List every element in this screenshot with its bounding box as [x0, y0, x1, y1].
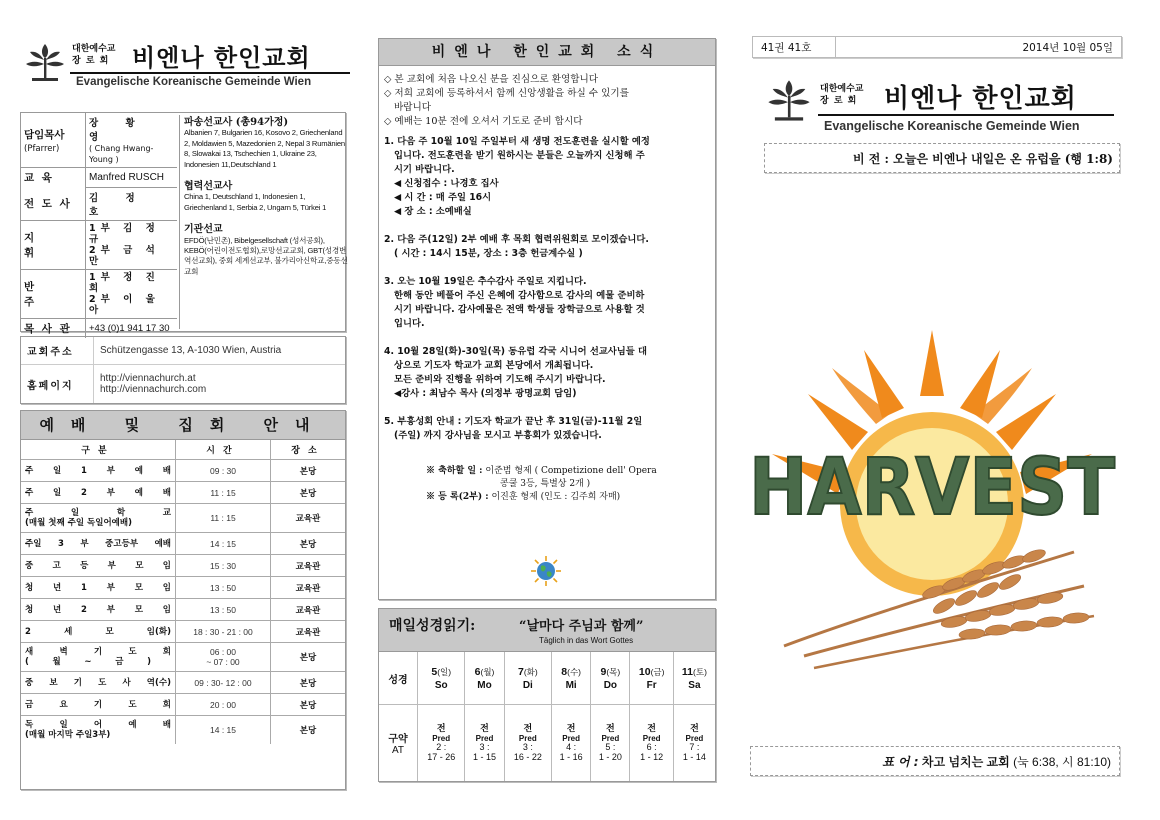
register-text: 이진훈 형제 (인도 : 김주희 자매) [491, 492, 621, 502]
schedule-place: 교육관 [271, 555, 346, 577]
reading-book: 전 [690, 723, 699, 733]
harvest-illustration [744, 316, 1120, 722]
issue-separator [835, 37, 836, 57]
denomination-top: 대한예수교 [72, 44, 116, 54]
bible-row-label-sub: AT [391, 745, 405, 756]
day-german: Mo [477, 679, 492, 691]
table-row [21, 482, 345, 504]
table-row [21, 504, 345, 533]
schedule-name: 주 일 1 부 예 배 [21, 460, 176, 482]
schedule-time: 14 : 15 [176, 716, 271, 745]
website-label: 홈페이지 [21, 365, 94, 403]
address-box [20, 336, 346, 404]
schedule-table [21, 440, 345, 744]
schedule-name-sub: (매월 마지막 주일3부) [25, 730, 111, 740]
staff-value-2: 2부 이 울 아 [89, 293, 160, 316]
staff-row-pastor [21, 113, 177, 168]
news-line: 4. 10월 28일(화)-30일(목) 동유럽 각국 시니어 선교사님들 대 [384, 346, 647, 357]
reading-chapter: 3 : [522, 742, 533, 752]
address-value: Schützengasse 13, A-1030 Wien, Austria [94, 337, 346, 365]
schedule-name: 주 일 학 교 [25, 508, 171, 518]
bible-row-label: 구약 [388, 734, 408, 745]
bible-readings-row [379, 705, 715, 782]
day-korean: (화) [523, 666, 538, 677]
motto-reference: (눅 6:38, 시 81:10) [1013, 755, 1111, 769]
church-name-german: Evangelische Koreanische Gemeinde Wien [824, 119, 1080, 133]
news-line: 입니다. [394, 318, 425, 329]
schedule-place: 본당 [299, 726, 317, 736]
schedule-header-category: 구분 [21, 440, 176, 460]
table-row [21, 672, 345, 694]
schedule-name-sub: ( 월 ~ 금 ) [25, 657, 151, 667]
day-number: 5 [431, 665, 438, 678]
schedule-time: 06 : 00 [210, 647, 236, 657]
reading-book: 전 [566, 723, 576, 733]
staff-value-1: 1부 김 정 규 [89, 222, 160, 245]
schedule-box [20, 410, 346, 790]
day-german: Di [522, 679, 533, 691]
schedule-header-place: 장소 [271, 440, 346, 460]
schedule-time: 18 : 30 - 21 : 00 [176, 621, 271, 643]
news-line: 3. 오는 10월 19일은 추수감사 주일로 지킵니다. [384, 276, 587, 287]
day-korean: (수) [567, 666, 581, 677]
denomination-bottom: 장 로 회 [72, 56, 110, 66]
day-german: Sa [688, 679, 701, 691]
news-line: 2. 다음 주(12일) 2부 예배 후 목회 협력위원회로 모이겠습니다. [384, 234, 649, 245]
news-item-3 [384, 275, 710, 331]
org-missions-body: EFDÖ(난민촌), Bibelgesellschaft (성서공회), KEBÖ(어린이전도협회),로망선교교회, GBT(성경번역선교회), 중회 세계선교부, 불가리아신학교,중동선교회 [184, 235, 348, 276]
schedule-name: 청 년 1 부 모 임 [21, 577, 176, 599]
day-korean: (금) [650, 666, 665, 677]
schedule-time: 11 : 15 [176, 482, 271, 504]
schedule-place: 본당 [271, 643, 346, 672]
schedule-header-time: 시간 [176, 440, 271, 460]
table-row [21, 599, 345, 621]
welcome-line: ◇ 본 교회에 처음 나오신 분을 진심으로 환영합니다 [384, 74, 599, 85]
schedule-place: 본당 [271, 482, 346, 504]
staff-table [21, 113, 177, 335]
news-item-2 [384, 233, 710, 261]
reading-chapter: 2 : [436, 742, 447, 752]
schedule-time: 14 : 15 [176, 533, 271, 555]
news-body [384, 73, 710, 504]
bible-reading-cell [552, 705, 591, 782]
day-korean: (일) [437, 666, 452, 677]
news-title: 비엔나 한인교회 소식 [379, 39, 715, 66]
schedule-name: 청 년 2 부 모 임 [21, 599, 176, 621]
schedule-name: 주 일 2 부 예 배 [21, 482, 176, 504]
schedule-time: 20 : 00 [176, 694, 271, 716]
staff-value: 김 정 호 [86, 187, 178, 220]
motto-label: 표 어 : [882, 755, 919, 769]
bible-day-cell [673, 652, 715, 705]
table-row [21, 533, 345, 555]
welcome-line: ◇ 예배는 10분 전에 오셔서 기도로 준비 합시다 [384, 116, 583, 127]
news-line: ◀ 신청접수 : 나경호 집사 [394, 178, 499, 189]
schedule-place: 교육관 [271, 621, 346, 643]
church-header-right [760, 72, 1120, 142]
schedule-time: 09 : 30- 12 : 00 [176, 672, 271, 694]
schedule-name: 주일 3 부 중고등부 예배 [21, 533, 176, 555]
welcome-line: ◇ 저희 교회에 등록하셔서 함께 신앙생활을 하실 수 있기를 [384, 88, 629, 99]
news-line: 1. 다음 주 10월 10일 주일부터 새 생명 전도훈련을 실시할 예정 [384, 136, 650, 147]
reading-abbr: Pred [642, 733, 661, 743]
news-line: ◀ 장 소 : 소예배실 [394, 206, 472, 217]
schedule-time: 11 : 15 [176, 504, 271, 533]
table-row [21, 643, 345, 672]
bible-reading-cell [630, 705, 673, 782]
coop-missionaries-body: China 1, Deutschland 1, Indonesien 1, Griechenland 1, Serbia 2, Ungarn 5, Türkei 1 [184, 192, 327, 212]
reading-verses: 1 - 12 [640, 751, 664, 762]
staff-key: 전 도 사 [21, 187, 86, 220]
day-german: Do [603, 679, 618, 691]
bible-reading-cell [465, 705, 504, 782]
reading-abbr: Pred [518, 733, 537, 743]
staff-row-conductor [21, 220, 177, 269]
schedule-place: 교육관 [271, 504, 346, 533]
church-logo-icon [764, 76, 814, 126]
staff-key: 지 휘 [21, 220, 86, 269]
bible-reading-box [378, 608, 716, 782]
day-german: Fr [646, 679, 657, 691]
motto-text: 차고 넘치는 교회 [921, 755, 1010, 769]
website-link-com[interactable]: http://viennachurch.com [100, 384, 207, 396]
bible-day-cell [504, 652, 551, 705]
staff-value: 장 황 영 [89, 118, 147, 143]
day-korean: (토) [693, 666, 707, 677]
schedule-place: 본당 [271, 533, 346, 555]
staff-key: 목 사 관 [21, 318, 86, 338]
day-number: 10 [638, 665, 651, 678]
reading-chapter: 3 : [479, 742, 490, 752]
staff-value-1: 1부 정 진 희 [89, 271, 160, 294]
schedule-name: 2 세 모 임(화) [21, 621, 176, 643]
news-line: 입니다. 전도훈련을 받기 원하시는 분들은 오늘까지 신청해 주 [394, 150, 645, 161]
schedule-place: 교육관 [271, 599, 346, 621]
news-line: (주일) 까지 강사님을 모시고 부흥회가 있겠습니다. [394, 430, 602, 441]
staff-row-manse [21, 318, 177, 338]
news-item-1 [384, 135, 710, 219]
table-row [21, 621, 345, 643]
bible-day-cell [630, 652, 673, 705]
reading-abbr: Pred [685, 733, 704, 743]
church-logo-icon [22, 40, 68, 86]
bible-reading-cell [673, 705, 715, 782]
denomination-bottom: 장 로 회 [820, 96, 858, 106]
schedule-name-sub: (매월 첫째 주일 독일어예배) [25, 518, 132, 528]
news-line: 상으로 기도자 학교가 교회 본당에서 개최됩니다. [394, 360, 594, 371]
schedule-name: 금 요 기 도 회 [21, 694, 176, 716]
missionary-list [179, 115, 348, 329]
reading-abbr: Pred [601, 733, 620, 743]
schedule-header-row [21, 440, 345, 460]
reading-book: 전 [436, 723, 446, 733]
news-item-5 [384, 415, 710, 443]
welcome-line: 바랍니다 [394, 102, 432, 113]
reading-verses: 16 - 22 [513, 751, 542, 762]
denomination-top: 대한예수교 [820, 84, 864, 94]
news-line: 시기 바랍니다. [394, 164, 455, 175]
staff-row-evangelist [21, 187, 177, 220]
reading-verses: 17 - 26 [427, 751, 456, 762]
reading-verses: 1 - 15 [473, 751, 497, 762]
day-german: So [434, 679, 448, 691]
bible-reading-header [379, 609, 715, 652]
schedule-title: 예배 및 집회 안내 [21, 411, 345, 440]
vision-statement: 비 전 : 오늘은 비엔나 내일은 온 유럽을 (행 1:8) [764, 143, 1120, 173]
day-number: 7 [517, 665, 524, 678]
issue-volume: 41권 41호 [761, 42, 812, 54]
bible-day-cell [552, 652, 591, 705]
news-item-4 [384, 345, 710, 401]
staff-row-accompanist [21, 269, 177, 318]
bible-reading-cell [418, 705, 465, 782]
news-box [378, 38, 716, 600]
table-row [21, 716, 345, 745]
bible-day-cell [465, 652, 504, 705]
news-line: 한해 동안 베풀어 주신 은혜에 감사함으로 감사의 예물 준비하 [394, 290, 645, 301]
staff-value-2: 2부 금 석 만 [89, 244, 160, 267]
staff-value: +43 (0)1 941 17 30 [89, 322, 170, 334]
staff-key: 담임목사 [24, 128, 65, 141]
news-line: 5. 부흥성회 안내 : 기도자 학교가 끝난 후 31일(금)-11월 2일 [384, 416, 643, 427]
congrats-label: ※ 축하할 일 : [426, 466, 483, 476]
sent-missionaries-body: Albanien 7, Bulgarien 16, Kosovo 2, Griechenland 2, Moldawien 5, Mazedonien 2, Nepal 3 Rumänien 8, Slowakai 13, Tschechien 1, Ukraine 23, Indonesien 11,Deutschland 1 [184, 128, 345, 169]
news-line: ◀ 시 간 : 매 주일 16시 [394, 192, 492, 203]
schedule-time: 15 : 30 [176, 555, 271, 577]
motto-box [750, 746, 1120, 776]
globe-icon [530, 555, 562, 587]
bible-reading-cell [591, 705, 630, 782]
bible-day-cell [418, 652, 465, 705]
day-number: 11 [681, 665, 694, 678]
reading-abbr: Pred [475, 733, 494, 743]
issue-date: 2014년 10월 05일 [1022, 42, 1113, 54]
staff-key: 반 주 [21, 269, 86, 318]
church-name: 비엔나 한인교회 [884, 84, 1077, 114]
church-name-german: Evangelische Koreanische Gemeinde Wien [76, 76, 312, 88]
bible-reading-slogan: “날마다 주님과 함께” [519, 619, 644, 634]
schedule-time: 09 : 30 [176, 460, 271, 482]
day-number: 9 [600, 665, 607, 678]
staff-sub-value: ( Chang Hwang-Young ) [89, 144, 154, 164]
bible-days-row [379, 652, 715, 705]
brand-rule [70, 72, 350, 74]
bible-row-label: 성경 [379, 652, 418, 705]
reading-verses: 1 - 14 [682, 751, 706, 762]
reading-book: 전 [523, 723, 533, 733]
table-row [21, 694, 345, 716]
harvest-word: HARVEST [749, 443, 1115, 533]
bible-reading-title: 매일성경읽기: [389, 618, 476, 634]
reading-abbr: Pred [562, 733, 581, 743]
reading-chapter: 5 : [605, 742, 616, 752]
reading-verses: 1 - 20 [598, 751, 622, 762]
schedule-time: 13 : 50 [176, 599, 271, 621]
day-german: Mi [565, 679, 577, 691]
staff-box [20, 112, 348, 335]
bible-reading-cell [504, 705, 551, 782]
coop-missionaries-title: 협력선교사 [184, 181, 233, 193]
day-korean: (목) [606, 666, 621, 677]
org-missions-title: 기관선교 [184, 224, 223, 236]
staff-key: 교 육 [21, 168, 86, 188]
schedule-place: 본당 [271, 672, 346, 694]
congrats-text-2: 콩쿨 3등, 특별상 2개 ) [500, 479, 591, 489]
schedule-name: 독 일 어 예 배 [25, 720, 171, 730]
news-line: 모든 준비와 진행을 위하여 기도해 주시기 바랍니다. [394, 374, 606, 385]
church-header [20, 38, 350, 108]
schedule-place: 본당 [271, 694, 346, 716]
schedule-time-end: ~ 07 : 00 [206, 657, 240, 667]
news-line: ◀강사 : 최남수 목사 (의정부 광명교회 담임) [394, 388, 577, 399]
sent-missionaries-title: 파송선교사 (총94가정) [184, 117, 289, 128]
reading-chapter: 4 : [566, 742, 577, 752]
reading-book: 전 [606, 723, 615, 733]
reading-chapter: 7 : [689, 742, 700, 752]
schedule-place: 본당 [271, 460, 346, 482]
schedule-time: 13 : 50 [176, 577, 271, 599]
issue-bar [752, 36, 1122, 58]
news-line: ( 시간 : 14시 15분, 장소 : 3층 헌금계수실 ) [394, 248, 583, 259]
staff-value: Manfred RUSCH [86, 168, 178, 188]
news-line: 시기 바랍니다. 감사예물은 전액 학생들 장학금으로 사용할 것 [394, 304, 645, 315]
reading-chapter: 6 : [646, 742, 657, 752]
day-number: 6 [474, 665, 481, 678]
register-label: ※ 등 록(2부) : [426, 492, 489, 502]
table-row [21, 577, 345, 599]
congrats-text: 이준범 형제 ( Competizione dell' Opera [485, 466, 657, 476]
schedule-place: 교육관 [271, 577, 346, 599]
staff-sub-key: (Pfarrer) [24, 143, 60, 154]
address-label: 교회주소 [21, 337, 94, 365]
table-row [21, 460, 345, 482]
table-row [21, 555, 345, 577]
reading-book: 전 [480, 723, 489, 733]
congrats-block [384, 465, 710, 504]
schedule-name: 새 벽 기 도 회 [25, 647, 171, 657]
church-name: 비엔나 한인교회 [132, 44, 311, 72]
website-link-at[interactable]: http://viennachurch.at [100, 373, 196, 385]
bible-day-cell [591, 652, 630, 705]
day-number: 8 [561, 665, 568, 678]
schedule-name: 중 보 기 도 사 역(수) [21, 672, 176, 694]
day-korean: (월) [480, 666, 495, 677]
bible-reading-slogan-de: Täglich in das Wort Gottes [539, 636, 634, 645]
reading-verses: 1 - 16 [559, 751, 583, 762]
reading-abbr: Pred [432, 733, 451, 743]
staff-row-education [21, 168, 177, 188]
reading-book: 전 [647, 723, 656, 733]
bible-reading-table [379, 652, 715, 781]
schedule-name: 중 고 등 부 모 임 [21, 555, 176, 577]
brand-rule [818, 114, 1114, 116]
